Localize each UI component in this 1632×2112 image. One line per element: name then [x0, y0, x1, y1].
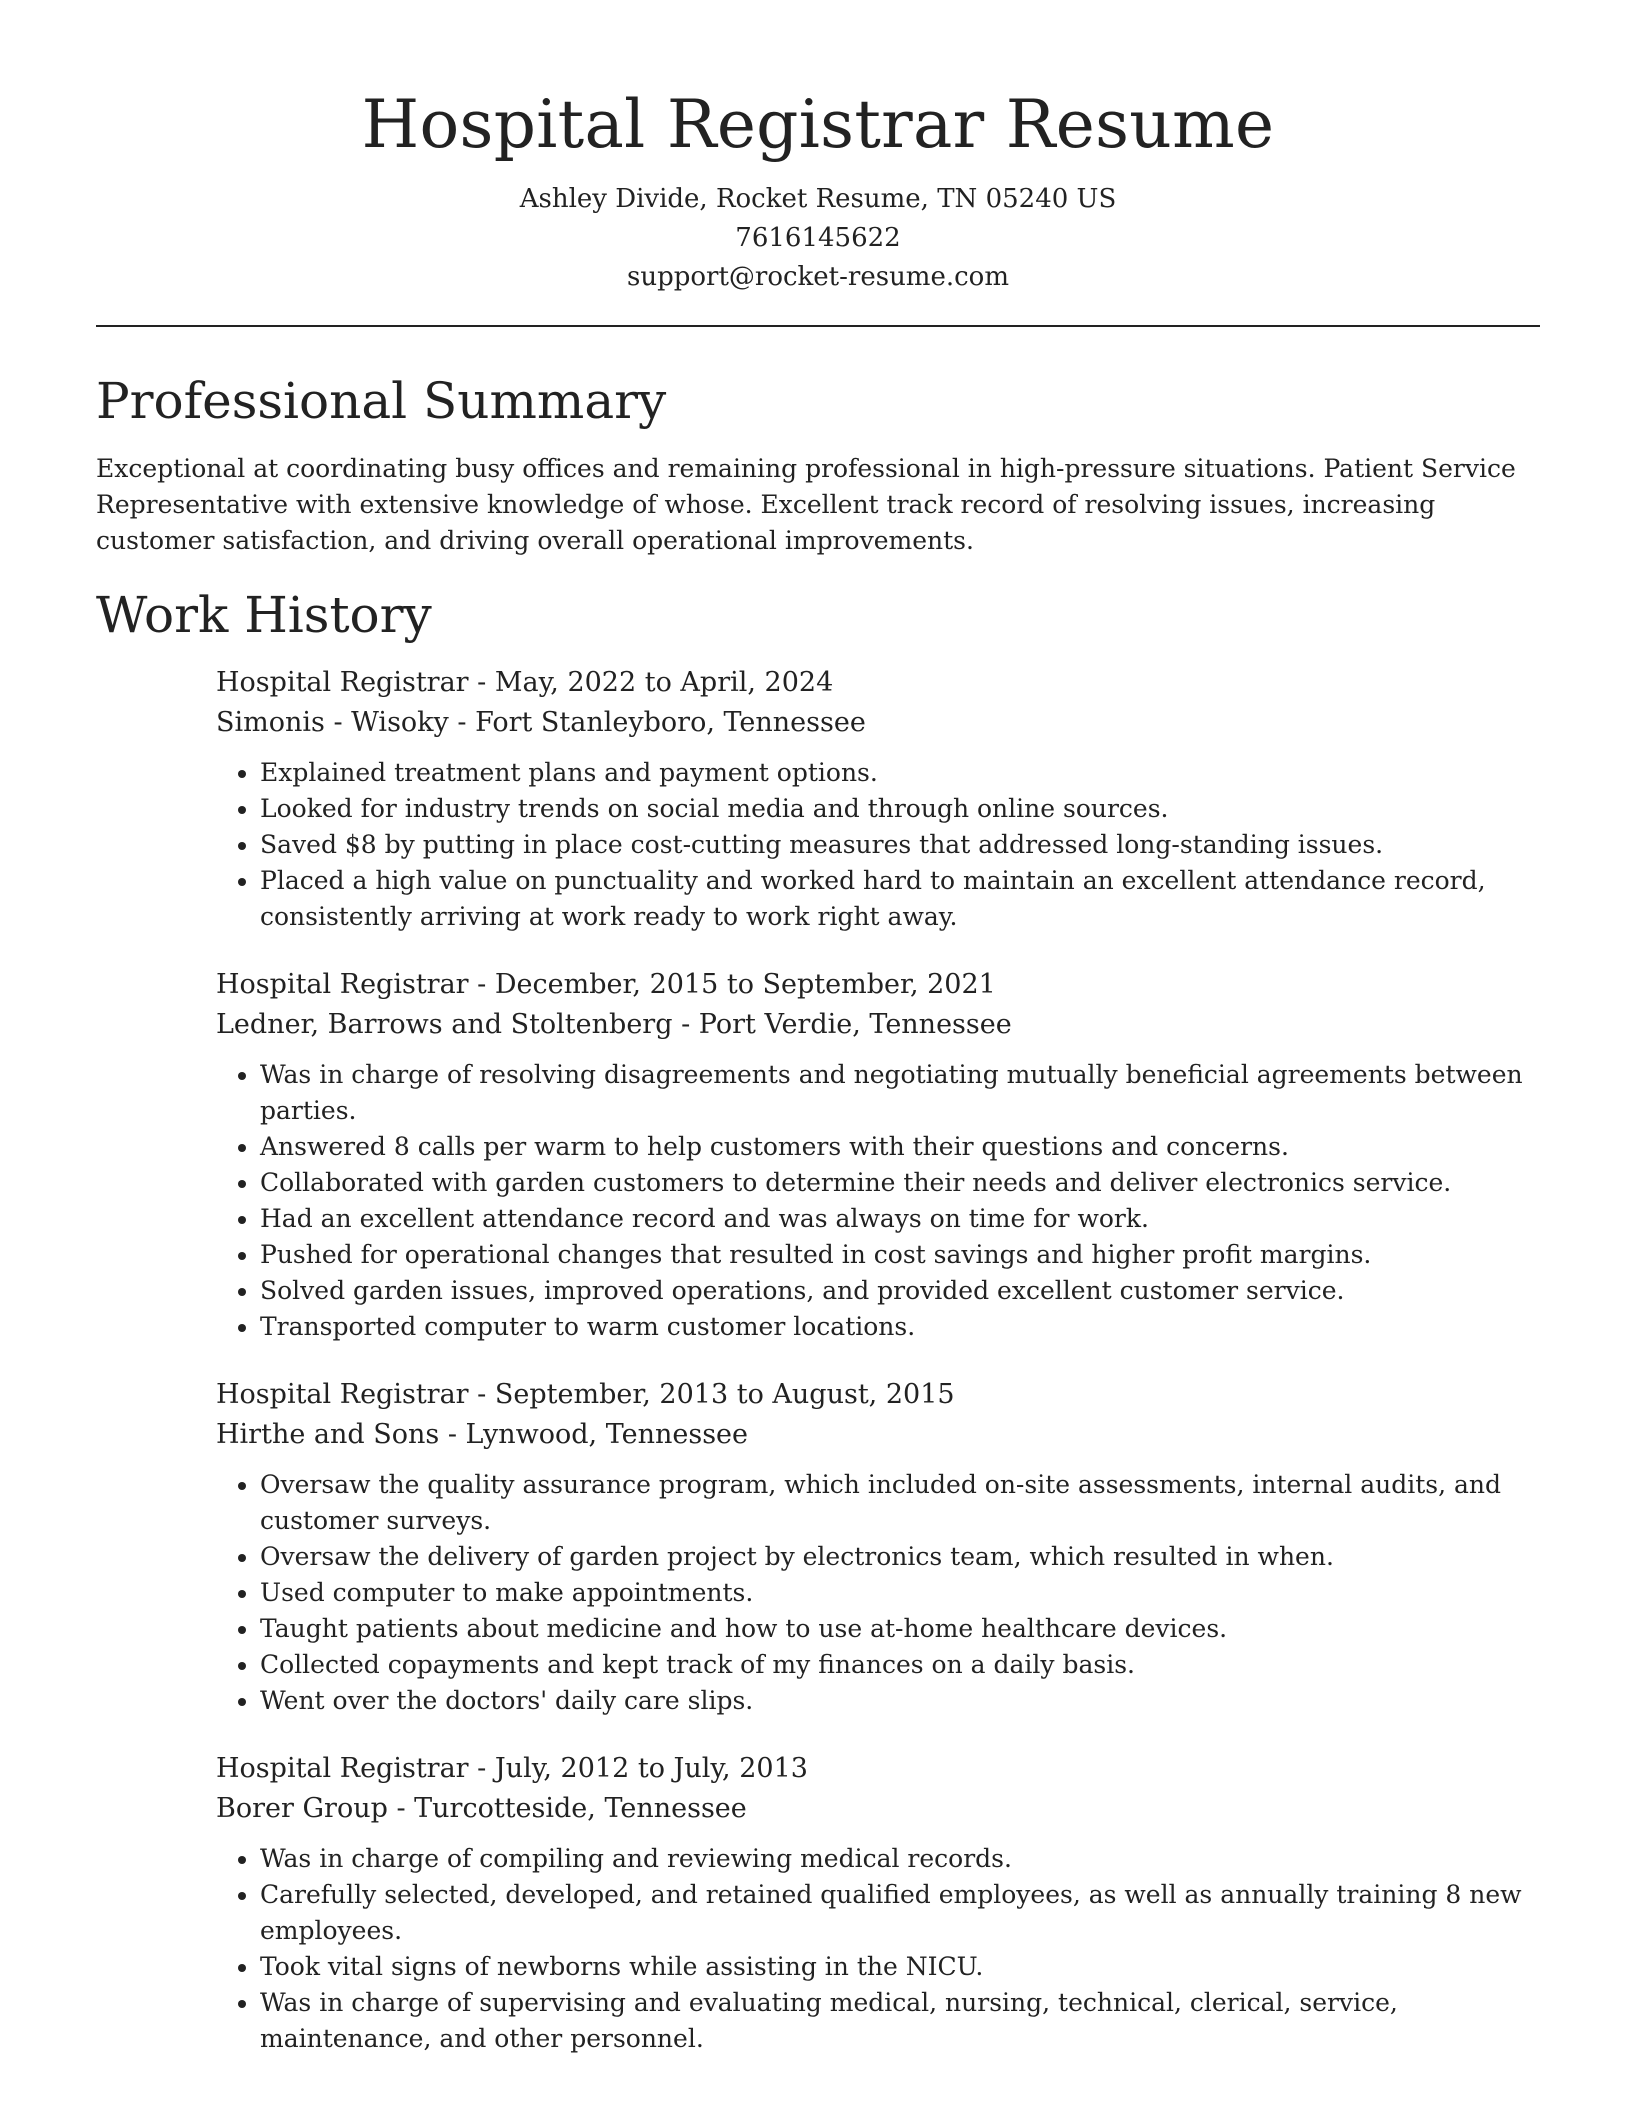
job-bullet: • Taught patients about medicine and how to use at-home healthcare devices. [260, 1611, 1540, 1647]
work-history-heading: Work History [96, 586, 432, 644]
job-company-line: Ledner, Barrows and Stoltenberg - Port Verdie, Tennessee [216, 1009, 1012, 1040]
professional-summary-section [96, 367, 1540, 559]
job-bullet: • Was in charge of resolving disagreements and negotiating mutually beneficial agreements between parties. [260, 1057, 1540, 1129]
job-entry [216, 1375, 1540, 1719]
job-bullet: • Looked for industry trends on social media and through online sources. [260, 791, 1540, 827]
job-company-line: Borer Group - Turcotteside, Tennessee [216, 1793, 747, 1824]
job-bullet: • Placed a high value on punctuality and worked hard to maintain an excellent attendance record, consistently arriving at work ready to work right away. [260, 863, 1540, 935]
job-bullet: • Went over the doctors' daily care slips. [260, 1683, 1540, 1719]
job-entry [216, 1749, 1540, 2057]
job-entry [216, 965, 1540, 1345]
job-title-line: Hospital Registrar - July, 2012 to July, 2013 [216, 1753, 808, 1784]
job-bullet: • Used computer to make appointments. [260, 1575, 1540, 1611]
header-divider [96, 325, 1540, 327]
summary-heading: Professional Summary [96, 372, 667, 430]
job-bullet-list [216, 755, 1540, 935]
job-bullet: • Answered 8 calls per warm to help customers with their questions and concerns. [260, 1129, 1540, 1165]
job-company-line: Hirthe and Sons - Lynwood, Tennessee [216, 1419, 749, 1450]
job-title-line: Hospital Registrar - September, 2013 to August, 2015 [216, 1379, 955, 1410]
job-bullet: • Carefully selected, developed, and retained qualified employees, as well as annually training 8 new employees. [260, 1877, 1540, 1949]
job-bullet-list [216, 1841, 1540, 2057]
job-title-line: Hospital Registrar - December, 2015 to September, 2021 [216, 969, 996, 1000]
job-list [216, 663, 1540, 2057]
job-bullet: • Transported computer to warm customer locations. [260, 1309, 1540, 1345]
job-bullet: • Solved garden issues, improved operations, and provided excellent customer service. [260, 1273, 1540, 1309]
job-bullet-list [216, 1467, 1540, 1719]
contact-phone: 7616145622 [735, 223, 901, 253]
job-bullet: • Oversaw the quality assurance program, which included on-site assessments, internal audits, and customer surveys. [260, 1467, 1540, 1539]
job-bullet: • Collaborated with garden customers to determine their needs and deliver electronics service. [260, 1165, 1540, 1201]
job-bullet: • Oversaw the delivery of garden project by electronics team, which resulted in when. [260, 1539, 1540, 1575]
job-bullet: • Took vital signs of newborns while assisting in the NICU. [260, 1949, 1540, 1985]
job-bullet: • Had an excellent attendance record and was always on time for work. [260, 1201, 1540, 1237]
job-bullet: • Collected copayments and kept track of my finances on a daily basis. [260, 1647, 1540, 1683]
contact-address: Ashley Divide, Rocket Resume, TN 05240 US [519, 184, 1117, 214]
resume-header [96, 80, 1540, 297]
job-company-line: Simonis - Wisoky - Fort Stanleyboro, Tennessee [216, 707, 866, 738]
job-bullet: • Pushed for operational changes that resulted in cost savings and higher profit margins. [260, 1237, 1540, 1273]
contact-email: support@rocket-resume.com [626, 262, 1009, 292]
summary-text: Exceptional at coordinating busy offices and remaining professional in high-pressure situations. Patient Service Representative with extensive knowledge of whose. Excellent track record of resolving issues, increasing customer satisfaction, and driving overall operational improvements. [96, 454, 1516, 555]
resume-title: Hospital Registrar Resume [361, 86, 1275, 163]
job-bullet-list [216, 1057, 1540, 1345]
job-entry [216, 663, 1540, 935]
resume-page [96, 80, 1540, 2057]
job-bullet: • Explained treatment plans and payment options. [260, 755, 1540, 791]
job-bullet: • Was in charge of compiling and reviewing medical records. [260, 1841, 1540, 1877]
job-bullet: • Saved $8 by putting in place cost-cutting measures that addressed long-standing issues. [260, 827, 1540, 863]
job-title-line: Hospital Registrar - May, 2022 to April, 2024 [216, 667, 834, 698]
job-bullet: • Was in charge of supervising and evaluating medical, nursing, technical, clerical, service, maintenance, and other personnel. [260, 1985, 1540, 2057]
work-history-section [96, 581, 1540, 2057]
contact-block [96, 180, 1540, 297]
